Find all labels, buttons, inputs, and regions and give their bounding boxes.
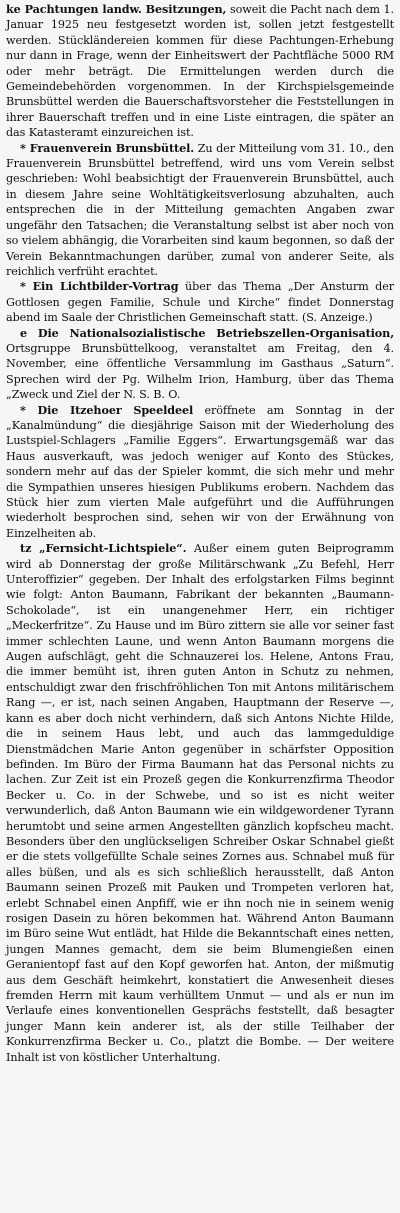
article-pachtungen <box>6 2 394 141</box>
article-frauenverein <box>6 141 394 280</box>
article-text: über das Thema „Der Ansturm der Gottlosen gegen Familie, Schule und Kirche“ findet Donnerstag abend im Saale der Christlichen Gemeinschaft statt. (S. Anzeige.) <box>6 280 394 325</box>
article-text: Ortsgruppe Brunsbüttelkoog, veranstaltet am Freitag, den 4. November, eine öffentliche Versammlung im Gasthaus „Saturn“. Sprechen wird der Pg. Wilhelm Irion, Hamburg, über das Thema „Zweck und Ziel der N. S. B. O. <box>6 341 394 402</box>
article-heading: ke Pachtungen landw. Besitzungen, <box>6 2 227 16</box>
article-lichtbilder-vortrag <box>6 279 394 325</box>
article-heading: * Ein Lichtbilder-Vortrag <box>20 279 179 294</box>
article-text: Außer einem guten Beiprogramm wird ab Donnerstag der große Militärschwank „Zu Befehl, Herr Unteroffizier“ gegeben. Der Inhalt des erfolgstarken Films beginnt wie folgt: Anton Baumann, Fabrikant der bekannten „Baumann-Schokolade“, ist ein unangenehmer Herr, ein richtiger „Meckerfritze“. Zu Hause und im Büro zittern sie alle vor seiner fast immer schlechten Laune, und wenn Anton Baumann morgens die Augen aufschlägt, geht die Schnauzerei los. Helene, Antons Frau, die immer bemüht ist, ihren guten Anton in Schutz zu nehmen, entschuldigt zwar den frischfröhlichen Ton mit Antons militärischem Rang —, er ist, nach seinen Angaben, Hauptmann der Reserve —, kann es aber doch nicht verhindern, daß sich Antons Nichte Hilde, die in seinem Haus lebt, und auch das lammgeduldige Dienstmädchen Marie Anton gegenüber in schärfster Opposition befinden. Im Büro der Firma Baumann hat das Personal nichts zu lachen. Zur Zeit ist ein Prozeß gegen die Konkurrenzfirma Theodor Becker u. Co. in der Schwebe, und so ist es nicht weiter verwunderlich, daß Anton Baumann wie ein wildgewordener Tyrann herumtobt und seine armen Angestellten gänzlich kopfscheu macht. Besonders über den unglückseligen Schreiber Oskar Schnabel gießt er die stets vollgefüllte Schale seines Zornes aus. Schnabel muß für alles büßen, und als es sich schließlich herausstellt, daß Anton Baumann seinen Prozeß mit Pauken und Trompeten verloren hat, erlebt Schnabel einen Anpfiff, wie er ihn noch nie in seinem wenig rosigen Dasein zu hören bekommen hat. Während Anton Baumann im Büro seine Wut entlädt, hat Hilde die Bekanntschaft eines netten, jungen Mannes gemacht, dem sie beim Blumengießen einen Geranientopf fast auf den Kopf geworfen hat. Anton, der mißmutig aus dem Geschäft heimkehrt, konstatiert die Anwesenheit dieses fremden Herrn mit kaum verhülltem Unmut — und als er nun im Verlaufe eines konventionellen Gesprächs feststellt, daß besagter junger Mann kein anderer ist, als der stille Teilhaber der Konkurrenzfirma Becker u. Co., platzt die Bombe. — Der weitere Inhalt ist von köstlicher Unterhaltung. <box>6 542 394 1064</box>
article-text: soweit die Pacht nach dem 1. Januar 1925 neu festgesetzt worden ist, sollen jetzt festgestellt werden. Stückländereien kommen für diese Pachtungen-Erhebung nur dann in Frage, wenn der Einheitswert der Pachtfläche 5000 RM oder mehr beträgt. Die Ermittelungen werden durch die Gemeindebehörden vorgenommen. In der Kirchspielsgemeinde Brunsbüttel werden die Bauerschaftsvorsteher die Feststellungen in ihrer Bauerschaft treffen und in eine Liste eintragen, die später an das Katasteramt einzureichen ist. <box>6 3 394 140</box>
article-heading: * Die Itzehoer Speeldeel <box>20 402 194 417</box>
article-nsbo <box>6 326 394 403</box>
article-lichtspiele <box>6 541 394 1065</box>
article-speeldeel <box>6 403 394 542</box>
article-heading: * Frauenverein Brunsbüttel. <box>20 140 195 155</box>
article-text: Zu der Mitteilung vom 31. 10., den Frauenverein Brunsbüttel betreffend, wird uns vom Verein selbst geschrieben: Wohl beabsichtigt der Frauenverein Brunsbüttel, auch in diesem Jahre seine Wohltätigkeitsverlosung abzuhalten, auch entsprechen die in der Mitteilung gemachten Angaben zwar ungefähr den Tatsachen; die Veranstaltung selbst ist aber noch von so vielem abhängig, die Vorarbeiten sind kaum begonnen, so daß der Verein Bekanntmachungen darüber, zumal von anderer Seite, als reichlich verfrüht erachtet. <box>6 141 394 278</box>
article-heading: tz „Fernsicht-Lichtspiele“. <box>20 541 187 556</box>
article-text: eröffnete am Sonntag in der „Kanalmündung“ die diesjährige Saison mit der Wiederholung des Lustspiel-Schlagers „Familie Eggers“. Erwartungsgemäß war das Haus ausverkauft, was jedoch weniger auf Konto des Stückes, sondern mehr auf das der Spieler kommt, die sich mehr und mehr die Sympathien unseres hiesigen Publikums erobern. Nachdem das Stück hier zum vierten Male aufgeführt und die Aufführungen wiederholt besprochen sind, sehen wir von der Erwähnung von Einzelheiten ab. <box>6 403 394 540</box>
article-heading: e Die Nationalsozialistische Betriebszellen-Organisation, <box>20 325 394 340</box>
